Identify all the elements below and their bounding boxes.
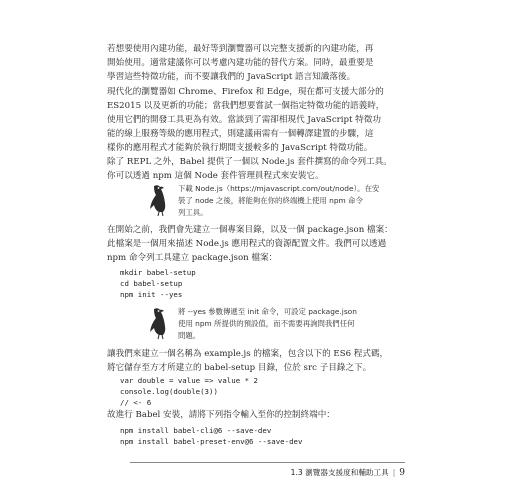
note-text: [178, 306, 405, 343]
text-line: 學習這些特徵功能，而不要讓我們的 JavaScript 語言知識落後。: [107, 72, 356, 82]
paragraph-1: [107, 42, 405, 84]
note-line: 問題。: [178, 331, 201, 341]
code-block-example: var double = value => value * 2 console.log(double(3)) // <- 6: [120, 376, 258, 407]
text-line: 樣你的應用程式才能夠於執行期間支援較多的 JavaScript 特徵功能。: [107, 143, 373, 153]
paragraph-6: [107, 408, 405, 422]
note-line: 下載 Node.js（https://mjavascript.com/out/node）。在安: [178, 184, 380, 193]
text-line: 故進行 Babel 安裝，請將下列指令輸入至你的控制終端中：: [107, 410, 335, 420]
note-line: 將 --yes 參數傳遞至 init 命令，可設定 package.json: [178, 307, 357, 316]
text-line: 在開始之前，我們會先建立一個專案目錄，以及一個 package.json 檔案：: [107, 225, 393, 235]
text-line: 除了 REPL 之外，Babel 提供了一個以 Node.js 套件撰寫的命令列工具。: [107, 157, 392, 167]
paragraph-3: [107, 155, 405, 183]
code-block-install: npm install babel-cli@6 --save-dev npm install babel-preset-env@6 --save-dev: [120, 426, 303, 446]
text-line: ES2015 以及更新的功能；當我們想要嘗試一個指定特徵功能的語義時，: [107, 101, 385, 111]
paragraph-2: [107, 85, 405, 155]
bird-icon: [147, 306, 173, 340]
note-text: [178, 183, 405, 220]
text-line: npm 命令列工具建立 package.json 檔案：: [107, 253, 278, 263]
page-number: 9: [399, 468, 405, 478]
text-line: 使用它們的開發工具更為有效。當談到了需卻相現代 JavaScript 特徵功: [107, 115, 381, 125]
code-block-setup: mkdir babel-setup cd babel-setup npm init --yes: [120, 268, 196, 299]
text-line: 讓我們來建立一個名稱為 example.js 的檔案，包含以下的 ES6 程式碼，: [107, 349, 389, 359]
text-line: 能的線上服務等級的應用程式，則建議兩需有一個轉譯建置的步驟，這: [107, 129, 374, 139]
text-line: 此檔案是一個用來描述 Node.js 應用程式的資源配置文件。我們可以透過: [107, 239, 387, 249]
note-line: 裝了 node 之後，將能夠在你的終端機上使用 npm 命令: [178, 196, 363, 206]
page-footer: [280, 467, 405, 478]
text-line: 開始使用。適常建議你可以考慮內建功能的替代方案。同時，最重要是: [107, 58, 374, 68]
text-line: 將它儲存至方才所建立的 babel-setup 目錄，位於 src 子目錄之下。: [107, 363, 372, 373]
note-line: 列工具。: [178, 208, 208, 218]
paragraph-4: [107, 223, 405, 265]
section-title: 1.3 瀏覽器支援度和輔助工具: [290, 468, 389, 477]
footer-rule: [130, 462, 405, 463]
note-line: 使用 npm 所提供的預設值，而不需要再詢問我們任何: [178, 319, 355, 329]
text-line: 你可以透過 npm 這個 Node 套件管理員程式來安裝它。: [107, 171, 324, 181]
paragraph-5: [107, 347, 405, 375]
text-line: 若想要使用內建功能，最好等到瀏覽器可以完整支援新的內建功能，再: [107, 44, 374, 54]
bird-icon: [147, 183, 173, 217]
text-line: 現代化的瀏覽器如 Chrome、Firefox 和 Edge，現在都可支援大部分的: [107, 87, 384, 97]
footer-separator: |: [392, 468, 396, 477]
